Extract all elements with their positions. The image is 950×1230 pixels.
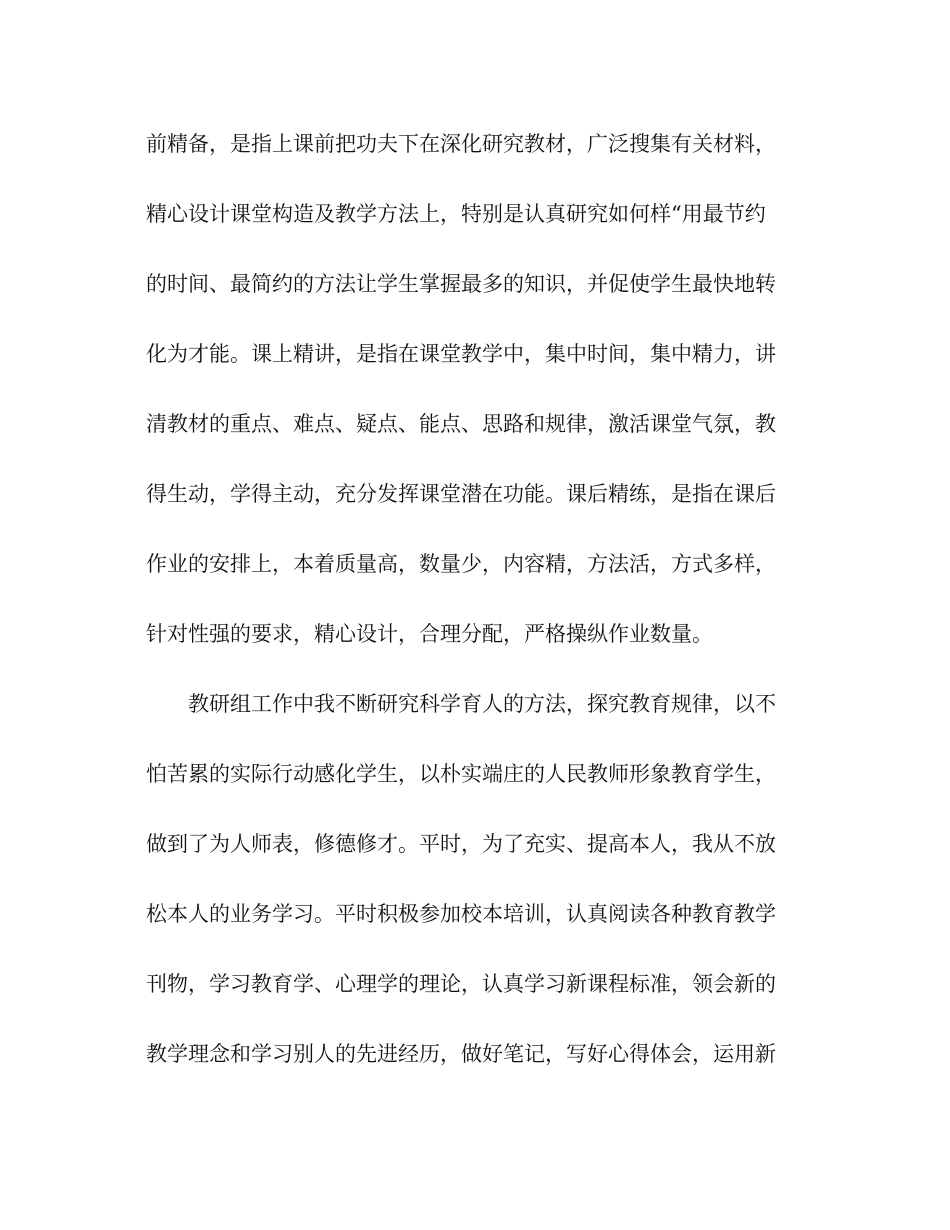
text-line: 刊物，学习教育学、心理学的理论，认真学习新课程标准，领会新的	[146, 972, 776, 996]
text-line: 怕苦累的实际行动感化学生，以朴实端庄的人民教师形象教育学生，	[146, 762, 776, 786]
text-line: 松本人的业务学习。平时积极参加校本培训，认真阅读各种教育教学	[146, 902, 776, 926]
text-line: 清教材的重点、难点、疑点、能点、思路和规律，激活课堂气氛，教	[146, 412, 776, 436]
text-line: 化为才能。课上精讲，是指在课堂教学中，集中时间，集中精力，讲	[146, 342, 776, 366]
text-line: 教学理念和学习别人的先进经历，做好笔记，写好心得体会，运用新	[146, 1042, 776, 1066]
text-line: 前精备，是指上课前把功夫下在深化研究教材，广泛搜集有关材料，	[146, 132, 776, 156]
text-line: 针对性强的要求，精心设计，合理分配，严格操纵作业数量。	[146, 622, 713, 646]
text-line: 得生动，学得主动，充分发挥课堂潜在功能。课后精练，是指在课后	[146, 482, 776, 506]
text-line: 精心设计课堂构造及教学方法上，特别是认真研究如何样“用最节约	[146, 202, 766, 226]
text-line: 作业的安排上，本着质量高，数量少，内容精，方法活，方式多样，	[146, 552, 776, 576]
text-line: 的时间、最简约的方法让学生掌握最多的知识，并促使学生最快地转	[146, 272, 776, 296]
paragraph-first-line: 教研组工作中我不断研究科学育人的方法，探究教育规律，以不	[188, 692, 776, 716]
text-line: 做到了为人师表，修德修才。平时，为了充实、提高本人，我从不放	[146, 832, 776, 856]
